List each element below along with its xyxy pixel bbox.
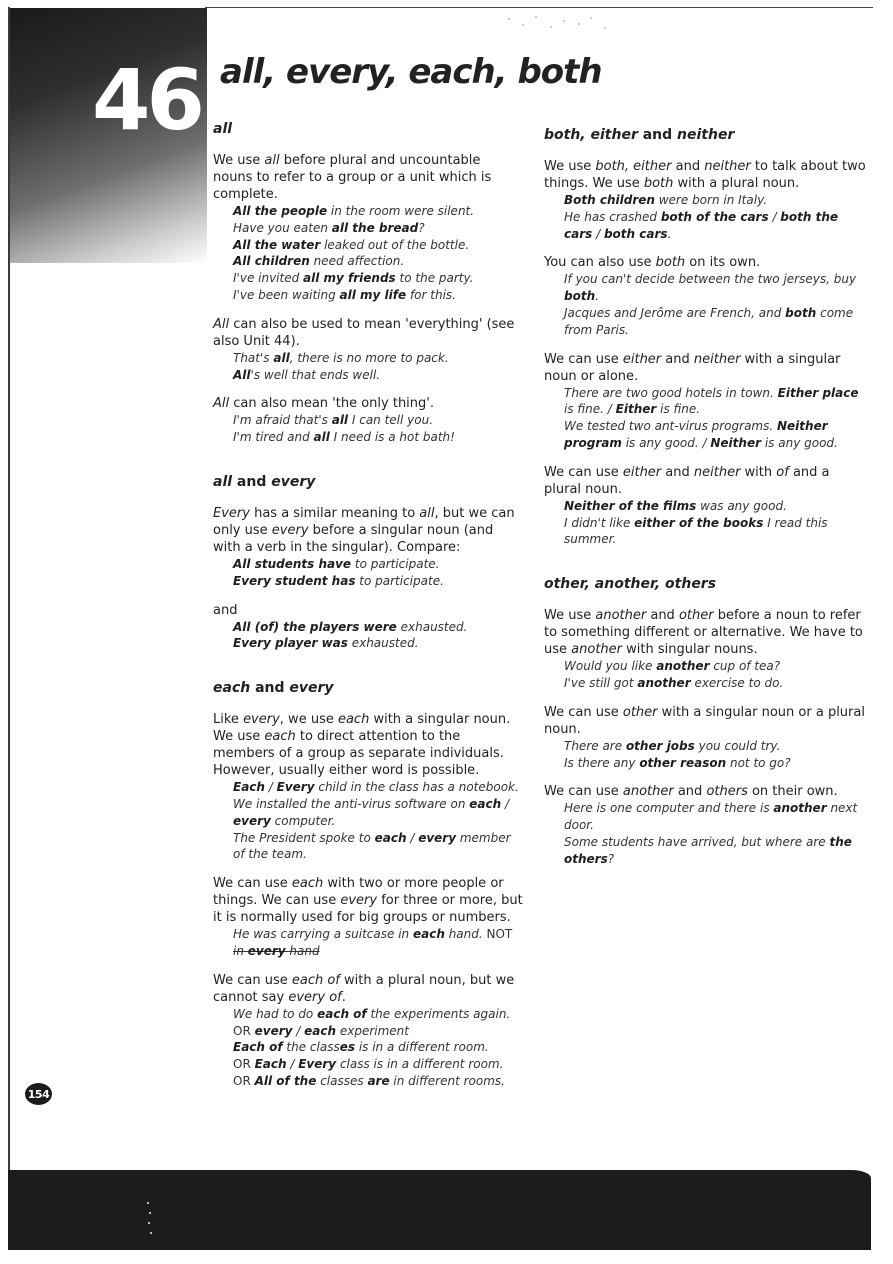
text-run: OR [233, 1023, 255, 1038]
text-run: need affection. [309, 254, 405, 269]
text-run: in different rooms. [389, 1073, 505, 1088]
text-run: OR [233, 1057, 255, 1072]
text-run: is in a different room. [355, 1040, 489, 1055]
example-sentence [544, 209, 869, 243]
text-run: I read this summer. [564, 515, 828, 547]
text-run: is any good. [761, 435, 838, 450]
text-run: can also mean 'the only thing'. [229, 396, 434, 412]
text-run: before plural and uncountable nouns to refer to a group or a unit which is complete. [213, 153, 492, 202]
section-heading-both-either-neither [544, 126, 869, 144]
bold-term: every [233, 813, 271, 828]
bold-term: Every [298, 1057, 337, 1072]
example-sentence [213, 203, 523, 220]
paragraph [213, 711, 523, 779]
example-sentence [544, 192, 869, 209]
text-run: I've invited [233, 271, 304, 286]
bold-term: all my friends [303, 271, 396, 286]
example-sentence [213, 367, 523, 384]
bold-term: other jobs [625, 738, 695, 753]
bold-term: Each [233, 780, 265, 795]
italic-term: every [340, 893, 378, 909]
bold-term: both the cars [564, 209, 839, 241]
text-run: can also be used to mean 'everything' (see also Unit 44). [213, 316, 515, 349]
example-sentence [544, 755, 869, 772]
text-run: and [250, 680, 290, 697]
example-sentence [544, 738, 869, 755]
section-heading-all-and-every [213, 473, 523, 491]
italic-term: All [213, 396, 230, 412]
text-run: to the party. [395, 271, 474, 286]
example-list [213, 350, 523, 384]
text-run: is fine. / [564, 402, 616, 417]
bold-term: All [233, 367, 251, 382]
italic-term: every [271, 473, 316, 490]
italic-term: another [571, 642, 622, 658]
text-run: next door. [564, 801, 858, 833]
text-run: child in the class has a notebook. [314, 780, 519, 795]
example-list [544, 192, 869, 242]
text-run: classes [316, 1073, 368, 1088]
example-sentence [213, 1039, 523, 1056]
section-other-another-others [544, 575, 869, 867]
text-run: before a noun to refer to something different or alternative. We have to use [544, 608, 863, 658]
text-run: He was carrying a suitcase in [233, 927, 413, 942]
text-run: We can use [544, 704, 623, 720]
text-run: with a singular noun or a plural noun. [544, 704, 865, 737]
bold-term: other reason [639, 755, 727, 770]
bold-term: all my life [339, 287, 407, 302]
bold-term: Every player was [233, 636, 348, 651]
text-run: We had to do [233, 1006, 318, 1021]
paragraph [213, 152, 523, 203]
example-list [544, 800, 869, 867]
example-list [213, 412, 523, 446]
example-list [213, 779, 523, 863]
bold-term: Either place [777, 385, 859, 400]
example-sentence [544, 305, 869, 339]
text-run: That's [233, 350, 274, 365]
bold-term: the others [564, 834, 852, 866]
text-run: to direct attention to the members of a group as separate individuals. However, usually either word is possible. [213, 729, 504, 779]
section-heading-each-and-every [213, 679, 523, 697]
text-run: with a singular noun. We use [213, 712, 511, 745]
example-sentence [213, 619, 523, 636]
text-run: , we use [279, 712, 338, 728]
example-sentence [213, 556, 523, 573]
text-run: NOT [486, 927, 513, 942]
example-sentence [213, 220, 523, 237]
text-run: / [592, 226, 604, 241]
italic-term: both [655, 255, 686, 271]
example-list [544, 271, 869, 338]
bold-term: each [412, 927, 445, 942]
text-run: We can use [213, 972, 292, 988]
italic-term: both, either [544, 127, 638, 143]
text-run: has a similar meaning to [249, 505, 420, 521]
example-sentence [544, 498, 869, 515]
text-run: We can use [544, 351, 623, 367]
text-run: We installed the anti-virus software on [233, 796, 470, 811]
paragraph [544, 254, 869, 271]
bold-term: Neither of the films [564, 498, 697, 513]
italic-term: of [776, 464, 789, 480]
section-heading-all: all [213, 121, 233, 137]
paragraph [213, 972, 523, 1006]
bold-term: Neither [710, 435, 762, 450]
example-sentence [213, 270, 523, 287]
example-sentence [213, 1006, 523, 1023]
text-run: . [595, 289, 599, 304]
text-run: I need is a hot bath! [329, 430, 455, 445]
scan-noise [500, 12, 620, 36]
example-sentence [213, 1023, 523, 1040]
unit-number: 46 [92, 51, 201, 149]
bold-term: both [564, 289, 596, 304]
paragraph [213, 395, 523, 412]
text-run: Some students have arrived, but where are [564, 834, 830, 849]
paragraph [213, 602, 523, 619]
paragraph [544, 351, 869, 385]
text-run: Jacques and Jerôme are French, and [564, 305, 786, 320]
bold-term: All the people [233, 204, 328, 218]
section-both-either-neither [544, 126, 869, 548]
example-list [213, 556, 523, 590]
text-run: hand [285, 943, 320, 958]
text-run: OR [233, 1073, 255, 1088]
bold-term: each [469, 796, 502, 811]
bold-term: all [273, 350, 290, 365]
paragraph [213, 875, 523, 926]
text-run: I can tell you. [348, 413, 434, 428]
text-run: / [292, 1023, 305, 1038]
text-run: We tested two ant-virus programs. [564, 419, 777, 434]
example-sentence [213, 287, 523, 304]
text-run: We use [544, 159, 596, 174]
bold-term: All (of) the players were [233, 619, 397, 634]
text-run: / [501, 796, 510, 811]
text-run: on its own. [685, 255, 761, 271]
text-run: in the room were silent. [327, 204, 475, 218]
bold-term: All of the [254, 1073, 317, 1088]
text-run: We can use [544, 784, 623, 800]
italic-term: other [622, 704, 658, 720]
text-run: Have you eaten [233, 220, 332, 235]
text-run: I've still got [564, 675, 638, 690]
text-run: for three or more, but it is normally used for big groups or numbers. [213, 893, 523, 926]
example-sentence [213, 1073, 523, 1090]
text-run: . [667, 226, 672, 241]
example-list [213, 1006, 523, 1090]
bold-term: both [785, 305, 817, 320]
italic-term: others [706, 784, 748, 800]
text-run: exhausted. [347, 636, 419, 651]
text-run: If you can't decide between the two jerseys, buy [564, 272, 857, 287]
text-run: the experiments again. [366, 1006, 511, 1021]
italic-term: each [264, 729, 296, 745]
text-run: cup of tea? [709, 659, 781, 674]
example-list [544, 385, 869, 452]
italic-term: either [622, 464, 662, 480]
text-run: is any good. / [621, 435, 711, 450]
example-sentence [213, 237, 523, 254]
bold-term: Every [276, 780, 315, 795]
example-sentence [544, 418, 869, 452]
example-list [544, 738, 869, 772]
text-run: was any good. [696, 498, 787, 513]
text-run: and [661, 464, 694, 480]
text-run: on their own. [747, 784, 838, 800]
italic-term: neither [693, 464, 741, 480]
example-list [544, 658, 869, 692]
bold-term: another [637, 675, 691, 690]
text-run: , there is no more to pack. [289, 350, 449, 365]
text-run: Like [213, 712, 244, 728]
example-sentence [544, 800, 869, 834]
paragraph [544, 607, 869, 658]
text-run: and [213, 602, 238, 618]
text-run: and [673, 784, 707, 800]
italic-term: neither [677, 127, 735, 143]
bold-term: All students have [233, 556, 352, 571]
right-column [544, 126, 869, 868]
text-run: to talk about two things. We use [544, 159, 866, 191]
italic-term: other [678, 608, 714, 624]
example-sentence [544, 834, 869, 868]
text-run: and [232, 473, 272, 490]
example-list [213, 203, 523, 304]
unit-title: all, every, each, both [220, 52, 602, 92]
bold-term: Each [254, 1057, 287, 1072]
text-run: I've been waiting [233, 287, 340, 302]
text-run: / [286, 1057, 299, 1072]
example-sentence [213, 573, 523, 590]
example-sentence [544, 658, 869, 675]
paragraph [213, 316, 523, 350]
italic-term: another [622, 784, 674, 800]
italic-term: each [213, 680, 251, 697]
text-run: to participate. [355, 573, 444, 588]
example-sentence [213, 412, 523, 429]
text-run: / [264, 780, 277, 795]
page-number-badge: 154 [25, 1083, 52, 1105]
bold-term: both of the cars [660, 209, 769, 224]
bold-term: Both children [564, 193, 655, 207]
bold-term: all [313, 430, 330, 445]
text-run: ? [418, 220, 425, 235]
example-sentence [213, 635, 523, 652]
italic-term: all [419, 505, 435, 521]
bold-term: both cars [603, 226, 668, 241]
text-run: with a singular noun or alone. [544, 351, 841, 384]
example-sentence [544, 385, 869, 419]
italic-term: every [243, 712, 280, 728]
italic-term: every of [288, 989, 342, 1005]
text-run: with singular nouns. [622, 642, 758, 658]
example-sentence [544, 515, 869, 549]
bold-term: another [773, 801, 827, 816]
text-run: We use [544, 608, 596, 624]
text-run: you could try. [694, 738, 781, 753]
text-run: I didn't like [564, 515, 635, 530]
top-edge-line [205, 7, 873, 8]
bold-term: Every student has [233, 573, 356, 588]
text-run: with [740, 464, 777, 480]
bold-term: every [254, 1023, 293, 1038]
unit-number-block [10, 8, 207, 263]
example-sentence [544, 675, 869, 692]
text-run: were born in Italy. [654, 193, 768, 207]
paragraph [544, 158, 869, 192]
text-run: I'm tired and [233, 430, 314, 445]
example-sentence [544, 271, 869, 305]
text-run: Is there any [564, 755, 640, 770]
text-run: is fine. [656, 402, 701, 417]
text-run: ? [607, 851, 615, 866]
paragraph [544, 704, 869, 738]
bold-term: all [331, 413, 349, 428]
text-run: and [637, 127, 678, 143]
text-run: You can also use [544, 255, 656, 271]
text-run: come from Paris. [564, 305, 854, 337]
example-sentence [213, 253, 523, 270]
section-each-and-every [213, 679, 523, 1090]
bold-term: All children [233, 254, 310, 269]
italic-term: neither [704, 159, 751, 174]
bold-term: Either [615, 402, 657, 417]
bold-term: either of the books [634, 515, 764, 530]
text-run: , but we can only use [213, 505, 515, 538]
text-run: to participate. [351, 556, 440, 571]
text-run: We can use [213, 876, 292, 892]
text-run: / [406, 830, 419, 845]
text-run: Here is one computer and there is [564, 801, 774, 816]
example-sentence [213, 1056, 523, 1073]
text-run: with a plural noun. [673, 176, 800, 191]
text-run: We use [213, 153, 265, 168]
bold-term: All the water [233, 237, 321, 252]
example-sentence [213, 926, 523, 960]
italic-term: neither [693, 351, 741, 367]
text-run: with two or more people or things. We can use [213, 876, 504, 909]
example-sentence [213, 796, 523, 830]
text-run: class is in a different room. [336, 1057, 504, 1072]
text-run: the class [282, 1040, 340, 1055]
text-run: and a plural noun. [544, 464, 830, 497]
text-run: He has crashed [564, 209, 661, 224]
section-all [213, 120, 523, 446]
italic-term: every [271, 522, 309, 538]
italic-term: All [213, 316, 230, 332]
text-run: not to go? [726, 755, 791, 770]
example-sentence [213, 350, 523, 367]
italic-term: every [289, 680, 334, 697]
text-run: and [646, 608, 679, 624]
text-run: with a plural noun, but we cannot say [213, 972, 515, 1005]
text-run: I'm afraid that's [233, 413, 332, 428]
section-all-and-every [213, 473, 523, 652]
paragraph [544, 783, 869, 800]
paragraph [213, 505, 523, 556]
italic-term: all [264, 153, 280, 168]
italic-term: both [643, 176, 674, 191]
text-run: for this. [406, 287, 456, 302]
bold-term: all the bread [331, 220, 419, 235]
example-sentence [213, 779, 523, 796]
section-heading-other-another-others [544, 575, 869, 593]
text-run: We can use [544, 464, 623, 480]
text-run: and [661, 351, 694, 367]
text-run: / [768, 209, 781, 224]
text-run: experiment [336, 1023, 409, 1038]
italic-term: Every [213, 505, 250, 521]
example-sentence [213, 830, 523, 864]
bold-term: each of [317, 1006, 367, 1021]
example-list [544, 498, 869, 548]
bold-term: are [367, 1073, 390, 1088]
text-run: computer. [270, 813, 336, 828]
scan-specks [147, 1200, 153, 1240]
text-run: Would you like [564, 659, 657, 674]
text-run: 's well that ends well. [250, 367, 381, 382]
italic-term: both, either [595, 159, 672, 174]
italic-term: other, another, others [544, 576, 717, 593]
left-column [213, 120, 523, 1090]
italic-term: each [337, 712, 370, 728]
text-run: exhausted. [396, 619, 468, 634]
bold-term: each [304, 1023, 337, 1038]
example-list [213, 619, 523, 653]
text-run: There are [564, 738, 626, 753]
text-run: in [233, 943, 248, 958]
bold-term: es [339, 1040, 355, 1055]
bold-term: each [374, 830, 407, 845]
bold-term: every [418, 830, 457, 845]
italic-term: another [595, 608, 647, 624]
text-run: The President spoke to [233, 830, 375, 845]
text-run: hand. [444, 927, 487, 942]
text-run: before a singular noun (and with a verb in the singular). Compare: [213, 522, 494, 555]
example-sentence [213, 429, 523, 446]
text-run: member of the team. [233, 830, 511, 862]
bottom-dark-band [8, 1170, 871, 1250]
text-run: exercise to do. [690, 675, 784, 690]
example-list [213, 926, 523, 960]
italic-term: each [291, 876, 324, 892]
bold-term: Neither program [564, 419, 828, 450]
italic-term: all [213, 473, 233, 490]
text-run: and [671, 159, 705, 174]
italic-term: each of [291, 972, 340, 988]
bold-term: Each of [233, 1040, 283, 1055]
paragraph [544, 464, 869, 498]
bold-term: every [247, 943, 286, 958]
italic-term: either [622, 351, 662, 367]
text-run: leaked out of the bottle. [320, 237, 470, 252]
text-run: . [341, 989, 346, 1005]
text-run: There are two good hotels in town. [564, 385, 778, 400]
bold-term: another [656, 659, 710, 674]
